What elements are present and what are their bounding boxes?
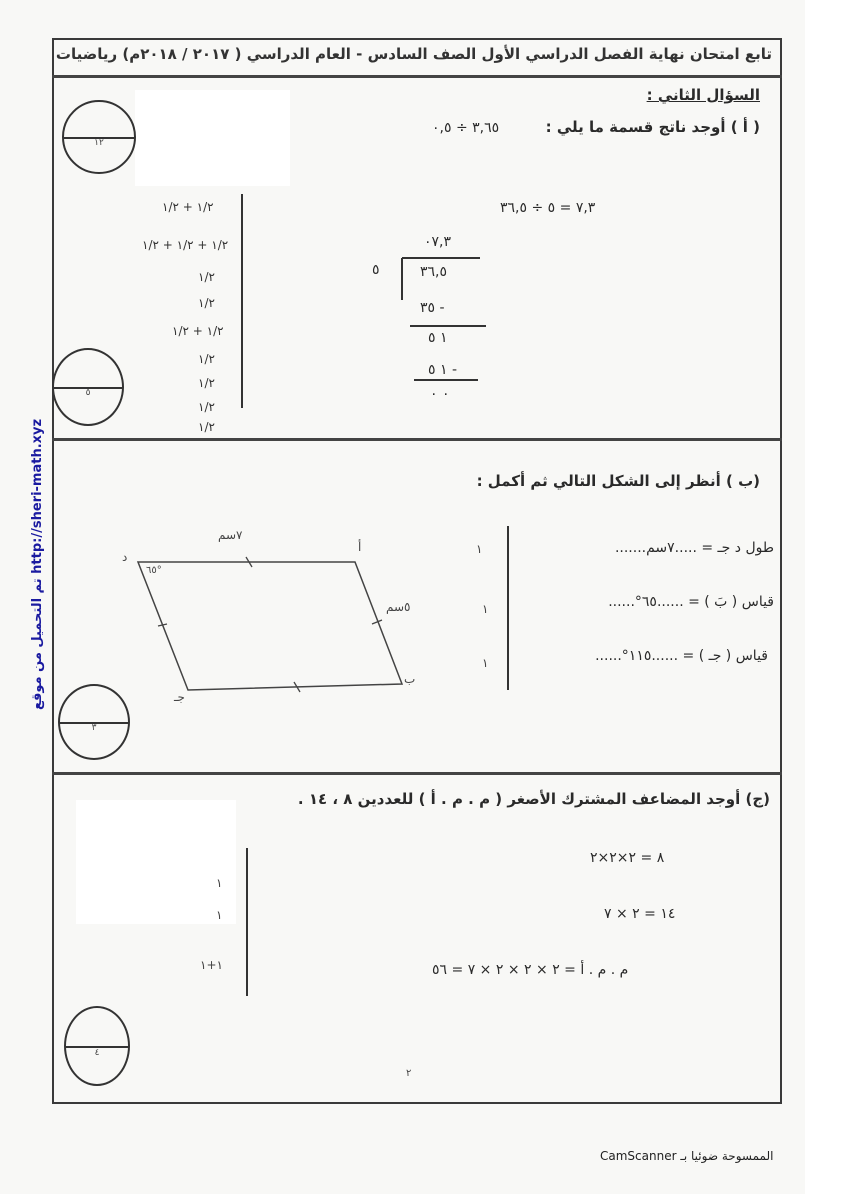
fraction-mark: ١/٢ bbox=[198, 376, 215, 390]
part-c-prompt: (ج) أوجد المضاعف المشترك الأصغر ( م . م . أ ) للعددين ٨ ، ١٤ . bbox=[297, 790, 770, 808]
mark-value: ١ bbox=[216, 908, 223, 922]
fraction-mark: ١/٢ bbox=[198, 352, 215, 366]
blank-area bbox=[76, 800, 236, 924]
vertex-label: ب bbox=[404, 672, 416, 686]
fraction-mark: ١/٢ + ١/٢ + ١/٢ bbox=[142, 238, 229, 252]
mark-value: ١ bbox=[216, 876, 223, 890]
page-number: ٢ bbox=[406, 1068, 412, 1079]
marks-divider bbox=[246, 848, 248, 996]
scanner-footer: الممسوحة ضوئيا بـ CamScanner bbox=[600, 1149, 774, 1163]
part-b-prompt: (ب ) أنظر إلى الشكل التالي ثم أكمل : bbox=[476, 472, 760, 490]
vertex-label: د bbox=[122, 550, 128, 564]
mark-value: ١ bbox=[482, 656, 489, 670]
part-a-expression: ٣,٦٥ ÷ ٠,٥ bbox=[432, 120, 500, 136]
part-a-prompt: ( أ ) أوجد ناتج قسمة ما يلي : bbox=[545, 118, 760, 136]
answer-line: ٨ = ٢×٢×٢ bbox=[590, 850, 665, 866]
vertex-label: جـ bbox=[174, 690, 185, 704]
division-step: ١ ٥ bbox=[428, 330, 448, 346]
marks-divider bbox=[507, 526, 509, 690]
answer-line: ١٤ = ٢ × ٧ bbox=[604, 906, 676, 922]
score-value: ٤ bbox=[94, 1047, 100, 1058]
score-circle-b bbox=[58, 684, 130, 760]
fraction-mark: ١/٢ + ١/٢ bbox=[162, 200, 214, 214]
mark-value: ١+١ bbox=[200, 958, 223, 972]
division-remainder: ٠ ٠ bbox=[430, 386, 450, 402]
division-step: ١ ٥ - bbox=[428, 362, 458, 378]
fraction-mark: ١/٢ bbox=[198, 270, 215, 284]
exam-header: تابع امتحان نهاية الفصل الدراسي الأول الصف السادس - العام الدراسي ( ٢٠١٧ / ٢٠١٨م) رياضيات bbox=[55, 45, 772, 63]
angle-label: ٦٥° bbox=[146, 565, 162, 576]
side-length-label: ٥سم bbox=[386, 600, 411, 614]
score-value: ١٢ bbox=[94, 138, 104, 149]
score-circle-c bbox=[64, 1006, 130, 1086]
answer-line: قياس ( بَ ) = ......٦٥°...... bbox=[608, 594, 774, 610]
answer-line: قياس ( جـ ) = ......١١٥°...... bbox=[595, 648, 768, 664]
fraction-mark: ١/٢ bbox=[198, 420, 215, 434]
mark-value: ١ bbox=[476, 542, 483, 556]
fraction-mark: ١/٢ + ١/٢ bbox=[172, 324, 224, 338]
section-divider bbox=[52, 772, 782, 775]
mark-value: ١ bbox=[482, 602, 489, 616]
fraction-mark: ١/٢ bbox=[198, 400, 215, 414]
score-value: ٥ bbox=[85, 388, 91, 399]
answer-line: طول د جـ = .....٧سم....... bbox=[614, 540, 774, 556]
question-heading: السؤال الثاني : bbox=[646, 86, 760, 104]
division-step: ٣٥ - bbox=[420, 300, 445, 316]
answer-line: م . م . أ = ٢ × ٢ × ٢ × ٧ = ٥٦ bbox=[432, 962, 629, 978]
site-watermark: تم التحميل من موقع http://sheri-math.xyz bbox=[30, 418, 45, 710]
score-value: ٣ bbox=[91, 723, 97, 734]
division-result: ٧,٣ = ٥ ÷ ٣٦,٥ bbox=[500, 200, 596, 216]
division-divisor: ٥ bbox=[372, 262, 380, 278]
side-length-label: ٧سم bbox=[218, 528, 243, 542]
vertex-label: أ bbox=[358, 540, 362, 554]
division-quotient: ٠٧,٣ bbox=[424, 234, 452, 250]
fraction-mark: ١/٢ bbox=[198, 296, 215, 310]
division-dividend: ٣٦,٥ bbox=[420, 264, 448, 280]
